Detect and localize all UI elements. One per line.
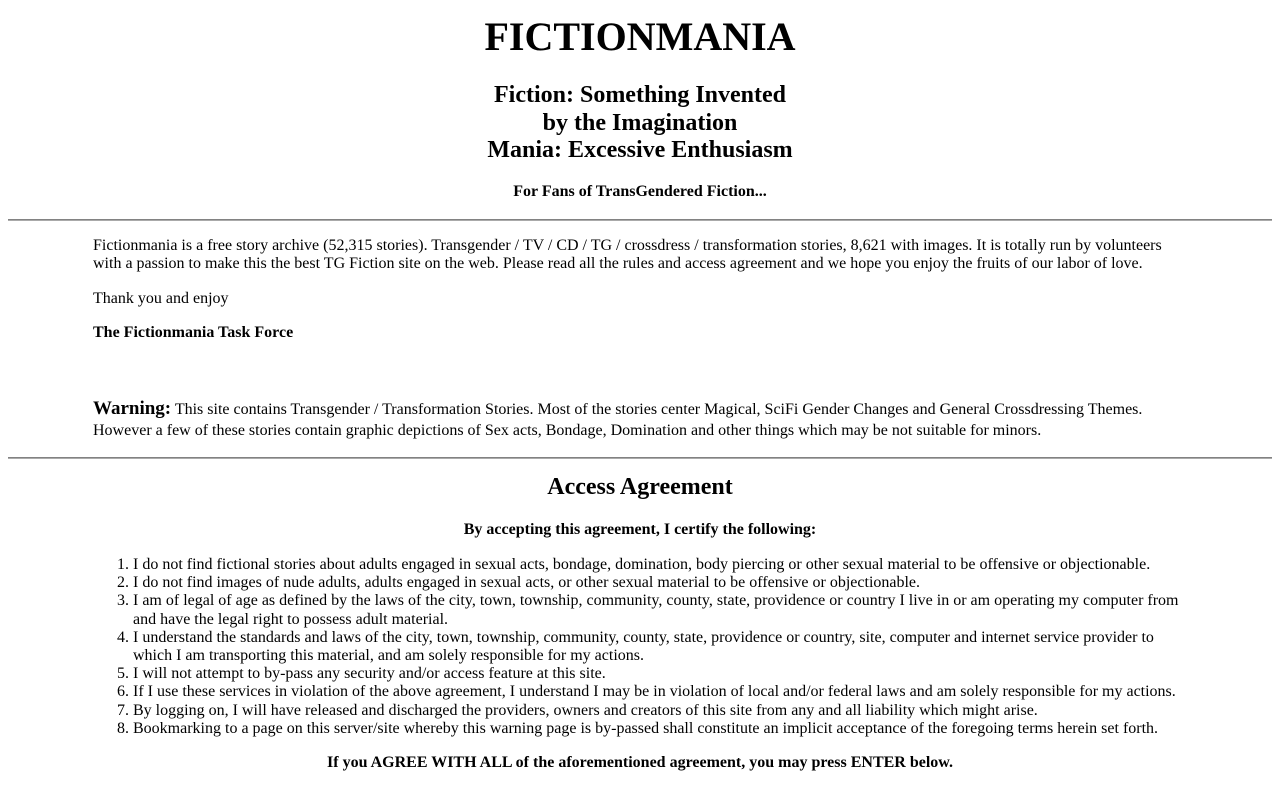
- warning-paragraph: [93, 397, 1187, 441]
- intro-paragraph: Fictionmania is a free story archive (52,315 stories). Transgender / TV / CD / TG / crossdress / transformation stories, 8,621 with images. It is totally run by volunteers with a passion to make this the best TG Fiction site on the web. Please read all the rules and access agreement and we hope you enjoy the fruits of our labor of love.: [93, 237, 1162, 273]
- agreement-heading: Access Agreement: [547, 473, 733, 500]
- agreement-footer: If you AGREE WITH ALL of the aforementioned agreement, you may press ENTER below.: [327, 754, 953, 772]
- agreement-item-7: 7. By logging on, I will have released and discharged the providers, owners and creators of this site from any and all liability which might arise.: [133, 702, 1187, 720]
- agreement-item-3: 3. I am of legal of age as defined by the laws of the city, town, township, community, county, state, providence or country I live in or am operating my computer from and have the legal right to possess adult material.: [133, 592, 1187, 628]
- agreement-item-8: 8. Bookmarking to a page on this server/site whereby this warning page is by-passed shall constitute an implicit acceptance of the foregoing terms herein set forth.: [133, 720, 1187, 738]
- intro-section: [8, 237, 1272, 441]
- warning-text: This site contains Transgender / Transformation Stories. Most of the stories center Magical, SciFi Gender Changes and General Crossdressing Themes. However a few of these stories contain graphic depictions of Sex acts, Bondage, Domination and other things which may be not suitable for minors.: [93, 401, 1143, 439]
- agreement-subheading: By accepting this agreement, I certify the following:: [463, 521, 817, 539]
- site-title: FICTIONMANIA: [484, 14, 796, 59]
- tagline: For Fans of TransGendered Fiction...: [513, 182, 767, 200]
- warning-label: Warning:: [93, 398, 172, 420]
- divider-agreement: [8, 457, 1272, 459]
- subtitle-line-1: Fiction: Something Invented: [493, 82, 786, 108]
- subtitle-line-3: Mania: Excessive Enthusiasm: [487, 137, 793, 164]
- agreement-section: [8, 556, 1272, 773]
- site-subtitle: [8, 82, 1272, 165]
- divider-top: [8, 219, 1272, 221]
- agreement-item-2: 2. I do not find images of nude adults, adults engaged in sexual acts, or other sexual material to be offensive or objectionable.: [133, 574, 1187, 592]
- agreement-item-5: 5. I will not attempt to by-pass any security and/or access feature at this site.: [133, 665, 1187, 683]
- agreement-item-1: 1. I do not find fictional stories about adults engaged in sexual acts, bondage, domination, body piercing or other sexual material to be offensive or objectionable.: [133, 556, 1187, 574]
- agreement-item-4: 4. I understand the standards and laws of the city, town, township, community, county, state, providence or country, site, computer and internet service provider to which I am transporting this material, and am solely responsible for my actions.: [133, 629, 1187, 665]
- task-force-signature: The Fictionmania Task Force: [93, 323, 294, 341]
- thanks-line: Thank you and enjoy: [93, 289, 229, 307]
- agreement-list: [93, 556, 1187, 738]
- subtitle-line-2: by the Imagination: [542, 109, 738, 136]
- agreement-item-6: 6. If I use these services in violation of the above agreement, I understand I may be in violation of local and/or federal laws and am solely responsible for my actions.: [133, 683, 1187, 701]
